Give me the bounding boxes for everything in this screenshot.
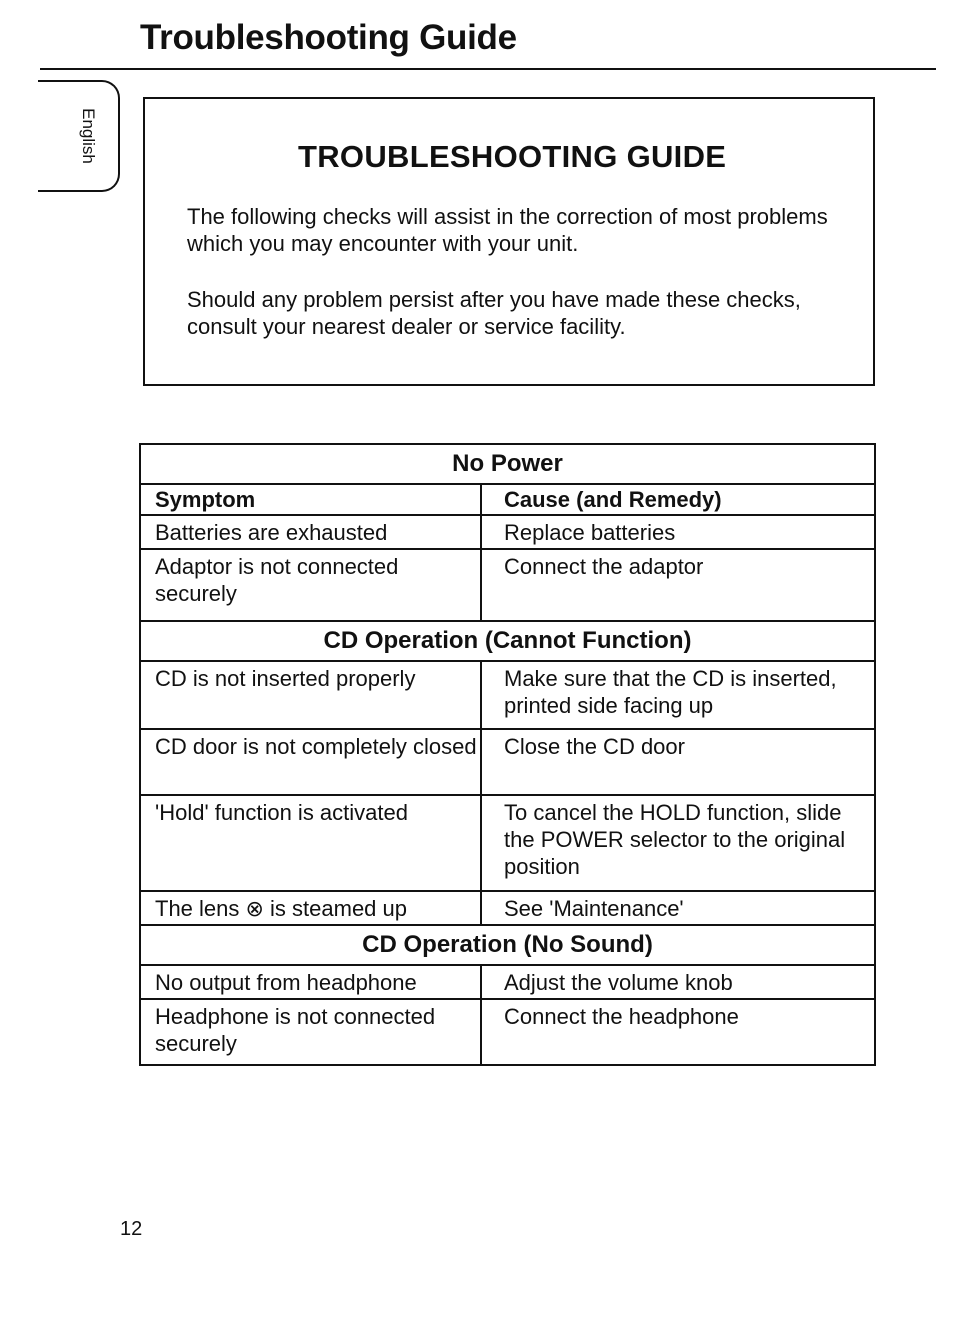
section-title: CD Operation (Cannot Function) — [140, 621, 875, 661]
page-title: Troubleshooting Guide — [140, 18, 517, 57]
section-row-no-sound — [140, 925, 875, 965]
symptom-cell: CD is not inserted properly — [140, 661, 481, 729]
symptom-cell: No output from headphone — [140, 965, 481, 999]
cause-cell: Adjust the volume knob — [481, 965, 875, 999]
intro-box — [143, 97, 875, 386]
symptom-cell: Batteries are exhausted — [140, 515, 481, 549]
section-row-no-power — [140, 444, 875, 484]
symptom-cell: Adaptor is not connected securely — [140, 549, 481, 621]
cause-cell: Connect the headphone — [481, 999, 875, 1065]
table-row — [140, 661, 875, 729]
column-header-row — [140, 484, 875, 515]
language-tab-label: English — [79, 108, 98, 164]
table-row — [140, 729, 875, 795]
cause-cell: To cancel the HOLD function, slide the POWER selector to the original position — [481, 795, 875, 891]
section-title: No Power — [140, 444, 875, 484]
cause-cell: Replace batteries — [481, 515, 875, 549]
table-row — [140, 795, 875, 891]
troubleshooting-table — [139, 443, 876, 1066]
column-header-symptom: Symptom — [140, 484, 481, 515]
symptom-cell: The lens ⊗ is steamed up — [140, 891, 481, 925]
section-title: CD Operation (No Sound) — [140, 925, 875, 965]
cause-cell: Close the CD door — [481, 729, 875, 795]
cause-cell: See 'Maintenance' — [481, 891, 875, 925]
table-row — [140, 965, 875, 999]
symptom-cell: 'Hold' function is activated — [140, 795, 481, 891]
table-row — [140, 999, 875, 1065]
cause-cell: Make sure that the CD is inserted, printed side facing up — [481, 661, 875, 729]
table-row — [140, 549, 875, 621]
cause-cell: Connect the adaptor — [481, 549, 875, 621]
intro-paragraph-1: The following checks will assist in the correction of most problems which you may encounter with your unit. — [187, 204, 828, 256]
table-row — [140, 891, 875, 925]
table-row — [140, 515, 875, 549]
symptom-cell: Headphone is not connected securely — [140, 999, 481, 1065]
section-row-cannot-function — [140, 621, 875, 661]
page-number: 12 — [120, 1218, 143, 1240]
intro-paragraph-2: Should any problem persist after you have made these checks, consult your nearest dealer or service facility. — [187, 287, 801, 339]
column-header-cause: Cause (and Remedy) — [481, 484, 875, 515]
intro-title: TROUBLESHOOTING GUIDE — [298, 139, 727, 174]
header-rule — [40, 68, 936, 70]
symptom-cell: CD door is not completely closed — [140, 729, 481, 795]
